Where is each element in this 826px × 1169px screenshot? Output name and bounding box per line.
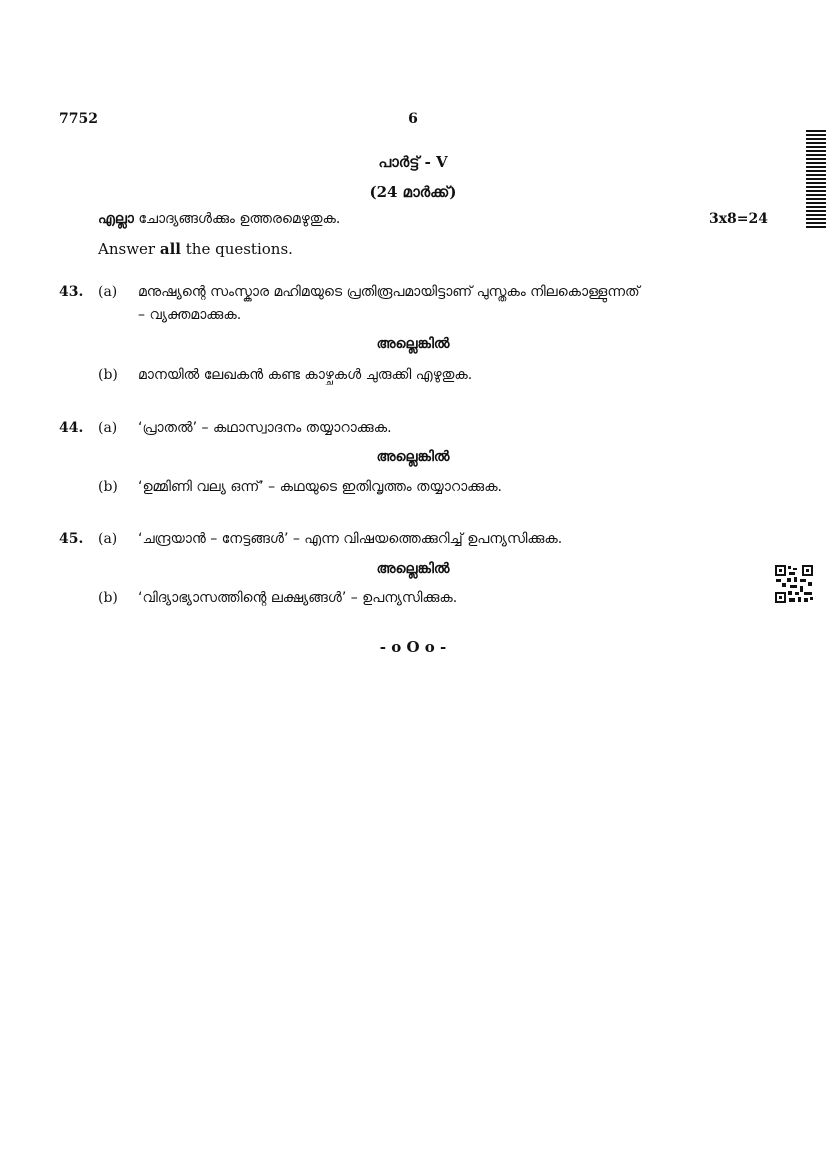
end-of-paper-mark: - o O o - <box>379 638 447 656</box>
question-number: 44. <box>59 420 84 436</box>
question-text: മനുഷ്യന്റെ സംസ്കാര മഹിമയുടെ പ്രതിരൂപമായിട്ടാണ് പുസ്തകം നിലകൊള്ളുന്നത് <box>138 284 640 300</box>
option-label: (b) <box>98 590 118 606</box>
part-title: പാർട്ട് - V <box>378 153 448 171</box>
question-number: 45. <box>59 531 84 547</box>
part-marks: (24 മാർക്ക്) <box>369 183 457 201</box>
question-number: 43. <box>59 284 84 300</box>
question-text: ‘ഉമ്മിണി വല്യ ഒന്ന്’ – കഥയുടെ ഇതിവൃത്തം തയ്യാറാക്കുക. <box>138 479 503 495</box>
or-label: അല്ലെങ്കിൽ <box>376 336 450 352</box>
or-label: അല്ലെങ്കിൽ <box>376 449 450 465</box>
question-text: ‘വിദ്യാഭ്യാസത്തിന്റെ ലക്ഷ്യങ്ങൾ’ – ഉപന്യസിക്കുക. <box>138 590 458 606</box>
or-label: അല്ലെങ്കിൽ <box>376 561 450 577</box>
option-label: (b) <box>98 479 118 495</box>
instruction-english: Answer all the questions. <box>98 240 293 258</box>
page-number: 6 <box>408 111 418 127</box>
side-barcode <box>806 130 826 230</box>
option-label: (a) <box>98 284 118 300</box>
qr-code-icon <box>774 564 814 604</box>
question-text: – വ്യക്തമാക്കുക. <box>138 307 242 323</box>
instruction-malayalam: എല്ലാ ചോദ്യങ്ങൾക്കും ഉത്തരമെഴുതുക. <box>98 211 341 227</box>
marks-scheme: 3x8=24 <box>708 211 768 227</box>
option-label: (a) <box>98 420 118 436</box>
question-text: മാനയിൽ ലേഖകൻ കണ്ട കാഴ്ചകൾ ചുരുക്കി എഴുതുക. <box>138 367 473 383</box>
option-label: (b) <box>98 367 118 383</box>
question-text: ‘പ്രാതൽ’ – കഥാസ്വാദനം തയ്യാറാക്കുക. <box>138 420 392 436</box>
paper-code: 7752 <box>59 111 98 127</box>
question-text: ‘ചന്ദ്രയാൻ – നേട്ടങ്ങൾ’ – എന്ന വിഷയത്തെക്കുറിച്ച് ഉപന്യസിക്കുക. <box>138 531 563 547</box>
option-label: (a) <box>98 531 118 547</box>
